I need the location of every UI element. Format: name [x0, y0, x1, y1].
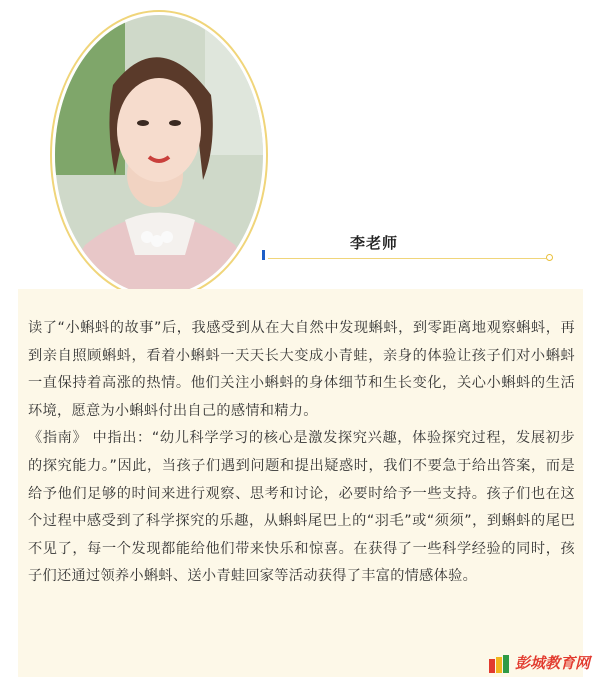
book-icon — [488, 655, 512, 673]
divider-end-dot — [546, 254, 553, 261]
watermark-logo — [488, 652, 598, 679]
article-paragraph-2: 《指南》 中指出：“幼儿科学学习的核心是激发探究兴趣，体验探究过程，发展初步的探究能力。”因此，当孩子们遇到问题和提出疑惑时，我们不要急于给出答案，而是给予他们足够的时间来进行观察、思考和讨论，必要时给予一些支持。孩子们也在这个过程中感受到了科学探究的乐趣，从蝌蚪尾巴上的“羽毛”或“须须”，到蝌蚪的尾巴不见了，每一个发现都能给他们带来快乐和惊喜。在获得了一些科学经验的同时，孩子们还通过领养小蝌蚪、送小青蛙回家等活动获得了丰富的情感体验。 — [28, 430, 575, 585]
article-panel — [18, 289, 583, 677]
teacher-portrait — [55, 15, 263, 295]
name-divider — [268, 258, 546, 259]
watermark-text: 彭城教育网 — [515, 654, 591, 672]
teacher-name: 李老师 — [350, 234, 399, 252]
article-paragraph-1: 读了“小蝌蚪的故事”后，我感受到从在大自然中发现蝌蚪，到零距离地观察蝌蚪，再到亲自照顾蝌蚪，看着小蝌蚪一天天长大变成小青蛙，亲身的体验让孩子们对小蝌蚪一直保持着高涨的热情。他们关注小蝌蚪的身体细节和生长变化，关心小蝌蚪的生活环境，愿意为小蝌蚪付出自己的感情和精力。 — [28, 320, 575, 419]
name-accent-bar — [262, 250, 265, 260]
